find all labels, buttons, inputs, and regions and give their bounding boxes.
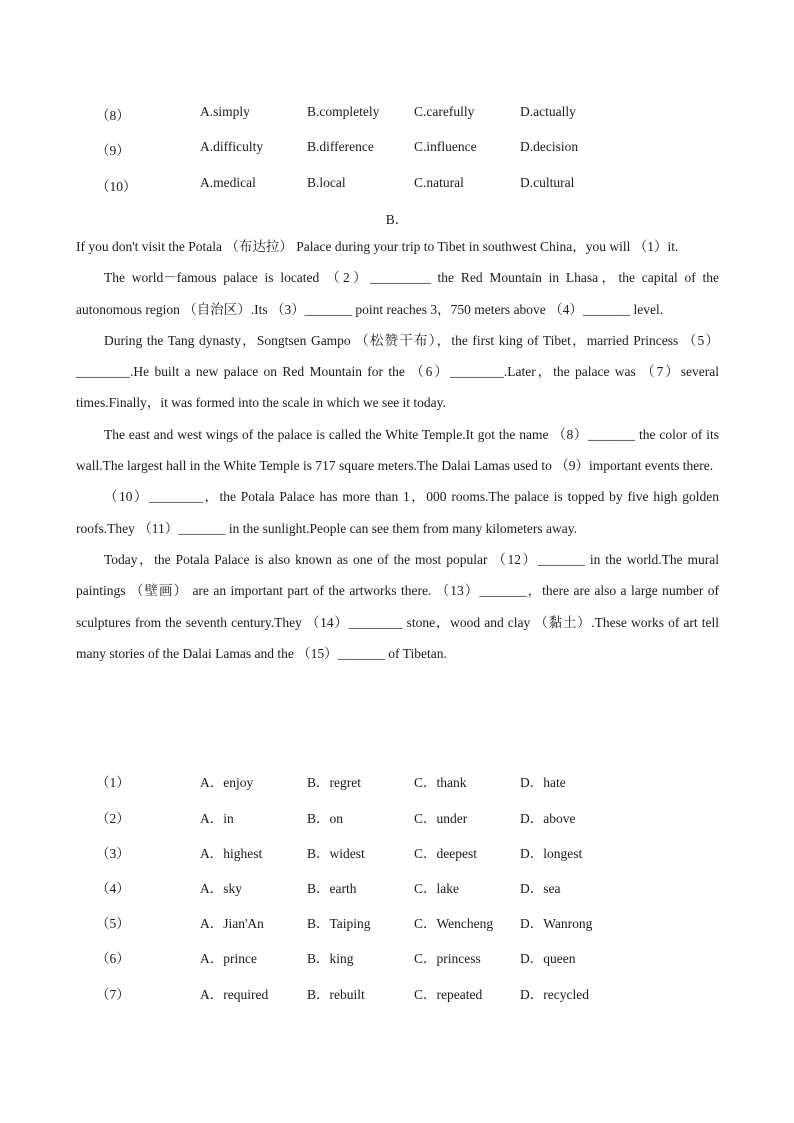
option-c: C．repeated — [414, 987, 483, 1002]
question-number: （10） — [96, 179, 137, 194]
option-c: C.carefully — [414, 104, 475, 119]
option-b: B.completely — [307, 104, 380, 119]
option-b: B．on — [307, 811, 344, 826]
option-a: A.simply — [200, 104, 250, 119]
option-b: B．king — [307, 951, 354, 966]
option-a: A．prince — [200, 951, 257, 966]
option-d: D．hate — [520, 775, 566, 790]
option-row-8 — [0, 104, 794, 124]
section-heading: B． — [385, 212, 409, 227]
option-b: B．earth — [307, 881, 357, 896]
option-d: D．recycled — [520, 987, 589, 1002]
option-d: D.decision — [520, 139, 579, 154]
question-number: （5） — [96, 916, 130, 931]
option-b: B.local — [307, 175, 346, 190]
option-a: A.difficulty — [200, 139, 264, 154]
question-number: （7） — [96, 987, 130, 1002]
option-row-5 — [0, 912, 794, 932]
paragraph: During the Tang dynasty，Songtsen Gampo （松赞干布），the first king of Tibet，married Princess （5）________.He built a new palace on Red Mountain for the （6）________.Later，the palace was （7）several times.Finally，it was formed into the scale in which we see it today. — [76, 332, 719, 411]
option-a: A．required — [200, 987, 269, 1002]
question-number: （9） — [96, 143, 130, 158]
question-number: （4） — [96, 881, 130, 896]
passage-text — [76, 231, 719, 669]
option-d: D．Wanrong — [520, 916, 593, 931]
option-c: C．princess — [414, 951, 481, 966]
paragraph: The east and west wings of the palace is called the White Temple.It got the name （8）_______ the color of its wall.The largest hall in the White Temple is 717 square meters.The Dalai Lamas used to （9）important events there. — [76, 426, 719, 474]
option-d: D．queen — [520, 951, 576, 966]
option-row-2 — [0, 807, 794, 827]
option-row-4 — [0, 877, 794, 897]
option-d: D．above — [520, 811, 576, 826]
paragraph: If you don't visit the Potala （布达拉） Palace during your trip to Tibet in southwest China，you will （1）it. — [76, 239, 679, 254]
paragraph: The world－famous palace is located （2）_________ the Red Mountain in Lhasa，the capital of the autonomous region （自治区）.Its （3）_______ point reaches 3，750 meters above （4）_______ level. — [76, 270, 719, 317]
option-row-9 — [0, 139, 794, 159]
option-row-6 — [0, 947, 794, 967]
option-d: D.cultural — [520, 175, 575, 190]
option-row-3 — [0, 842, 794, 862]
option-row-7 — [0, 983, 794, 1003]
option-a: A．in — [200, 811, 234, 826]
option-row-1 — [0, 771, 794, 791]
option-row-10 — [0, 175, 794, 195]
option-a: A．Jian'An — [200, 916, 264, 931]
question-number: （6） — [96, 951, 130, 966]
option-b: B．Taiping — [307, 916, 371, 931]
question-number: （1） — [96, 775, 130, 790]
option-a: A．sky — [200, 881, 243, 896]
option-c: C．thank — [414, 775, 467, 790]
option-a: A．highest — [200, 846, 263, 861]
question-number: （3） — [96, 846, 130, 861]
option-d: D.actually — [520, 104, 576, 119]
question-number: （2） — [96, 811, 130, 826]
option-a: A.medical — [200, 175, 256, 190]
option-d: D．sea — [520, 881, 561, 896]
option-c: C．under — [414, 811, 468, 826]
option-b: B．rebuilt — [307, 987, 365, 1002]
option-c: C．deepest — [414, 846, 477, 861]
option-b: B．widest — [307, 846, 365, 861]
option-d: D．longest — [520, 846, 583, 861]
paragraph: （10）________，the Potala Palace has more than 1，000 rooms.The palace is topped by five high golden roofs.They （11）_______ in the sunlight.People can see them from many kilometers away. — [76, 489, 719, 536]
paragraph: Today，the Potala Palace is also known as one of the most popular （12）_______ in the world.The mural paintings （壁画） are an important part of the artworks there. （13）_______，there are also a large number of sculptures from the seventh century.They （14）________ stone，wood and clay （黏土）.These works of art tell many stories of the Dalai Lamas and the （15）_______ of Tibetan. — [76, 551, 719, 661]
option-a: A．enjoy — [200, 775, 254, 790]
option-c: C.natural — [414, 175, 464, 190]
option-c: C．Wencheng — [414, 916, 494, 931]
option-b: B．regret — [307, 775, 361, 790]
option-c: C.influence — [414, 139, 477, 154]
question-number: （8） — [96, 108, 130, 123]
option-c: C．lake — [414, 881, 459, 896]
option-b: B.difference — [307, 139, 374, 154]
